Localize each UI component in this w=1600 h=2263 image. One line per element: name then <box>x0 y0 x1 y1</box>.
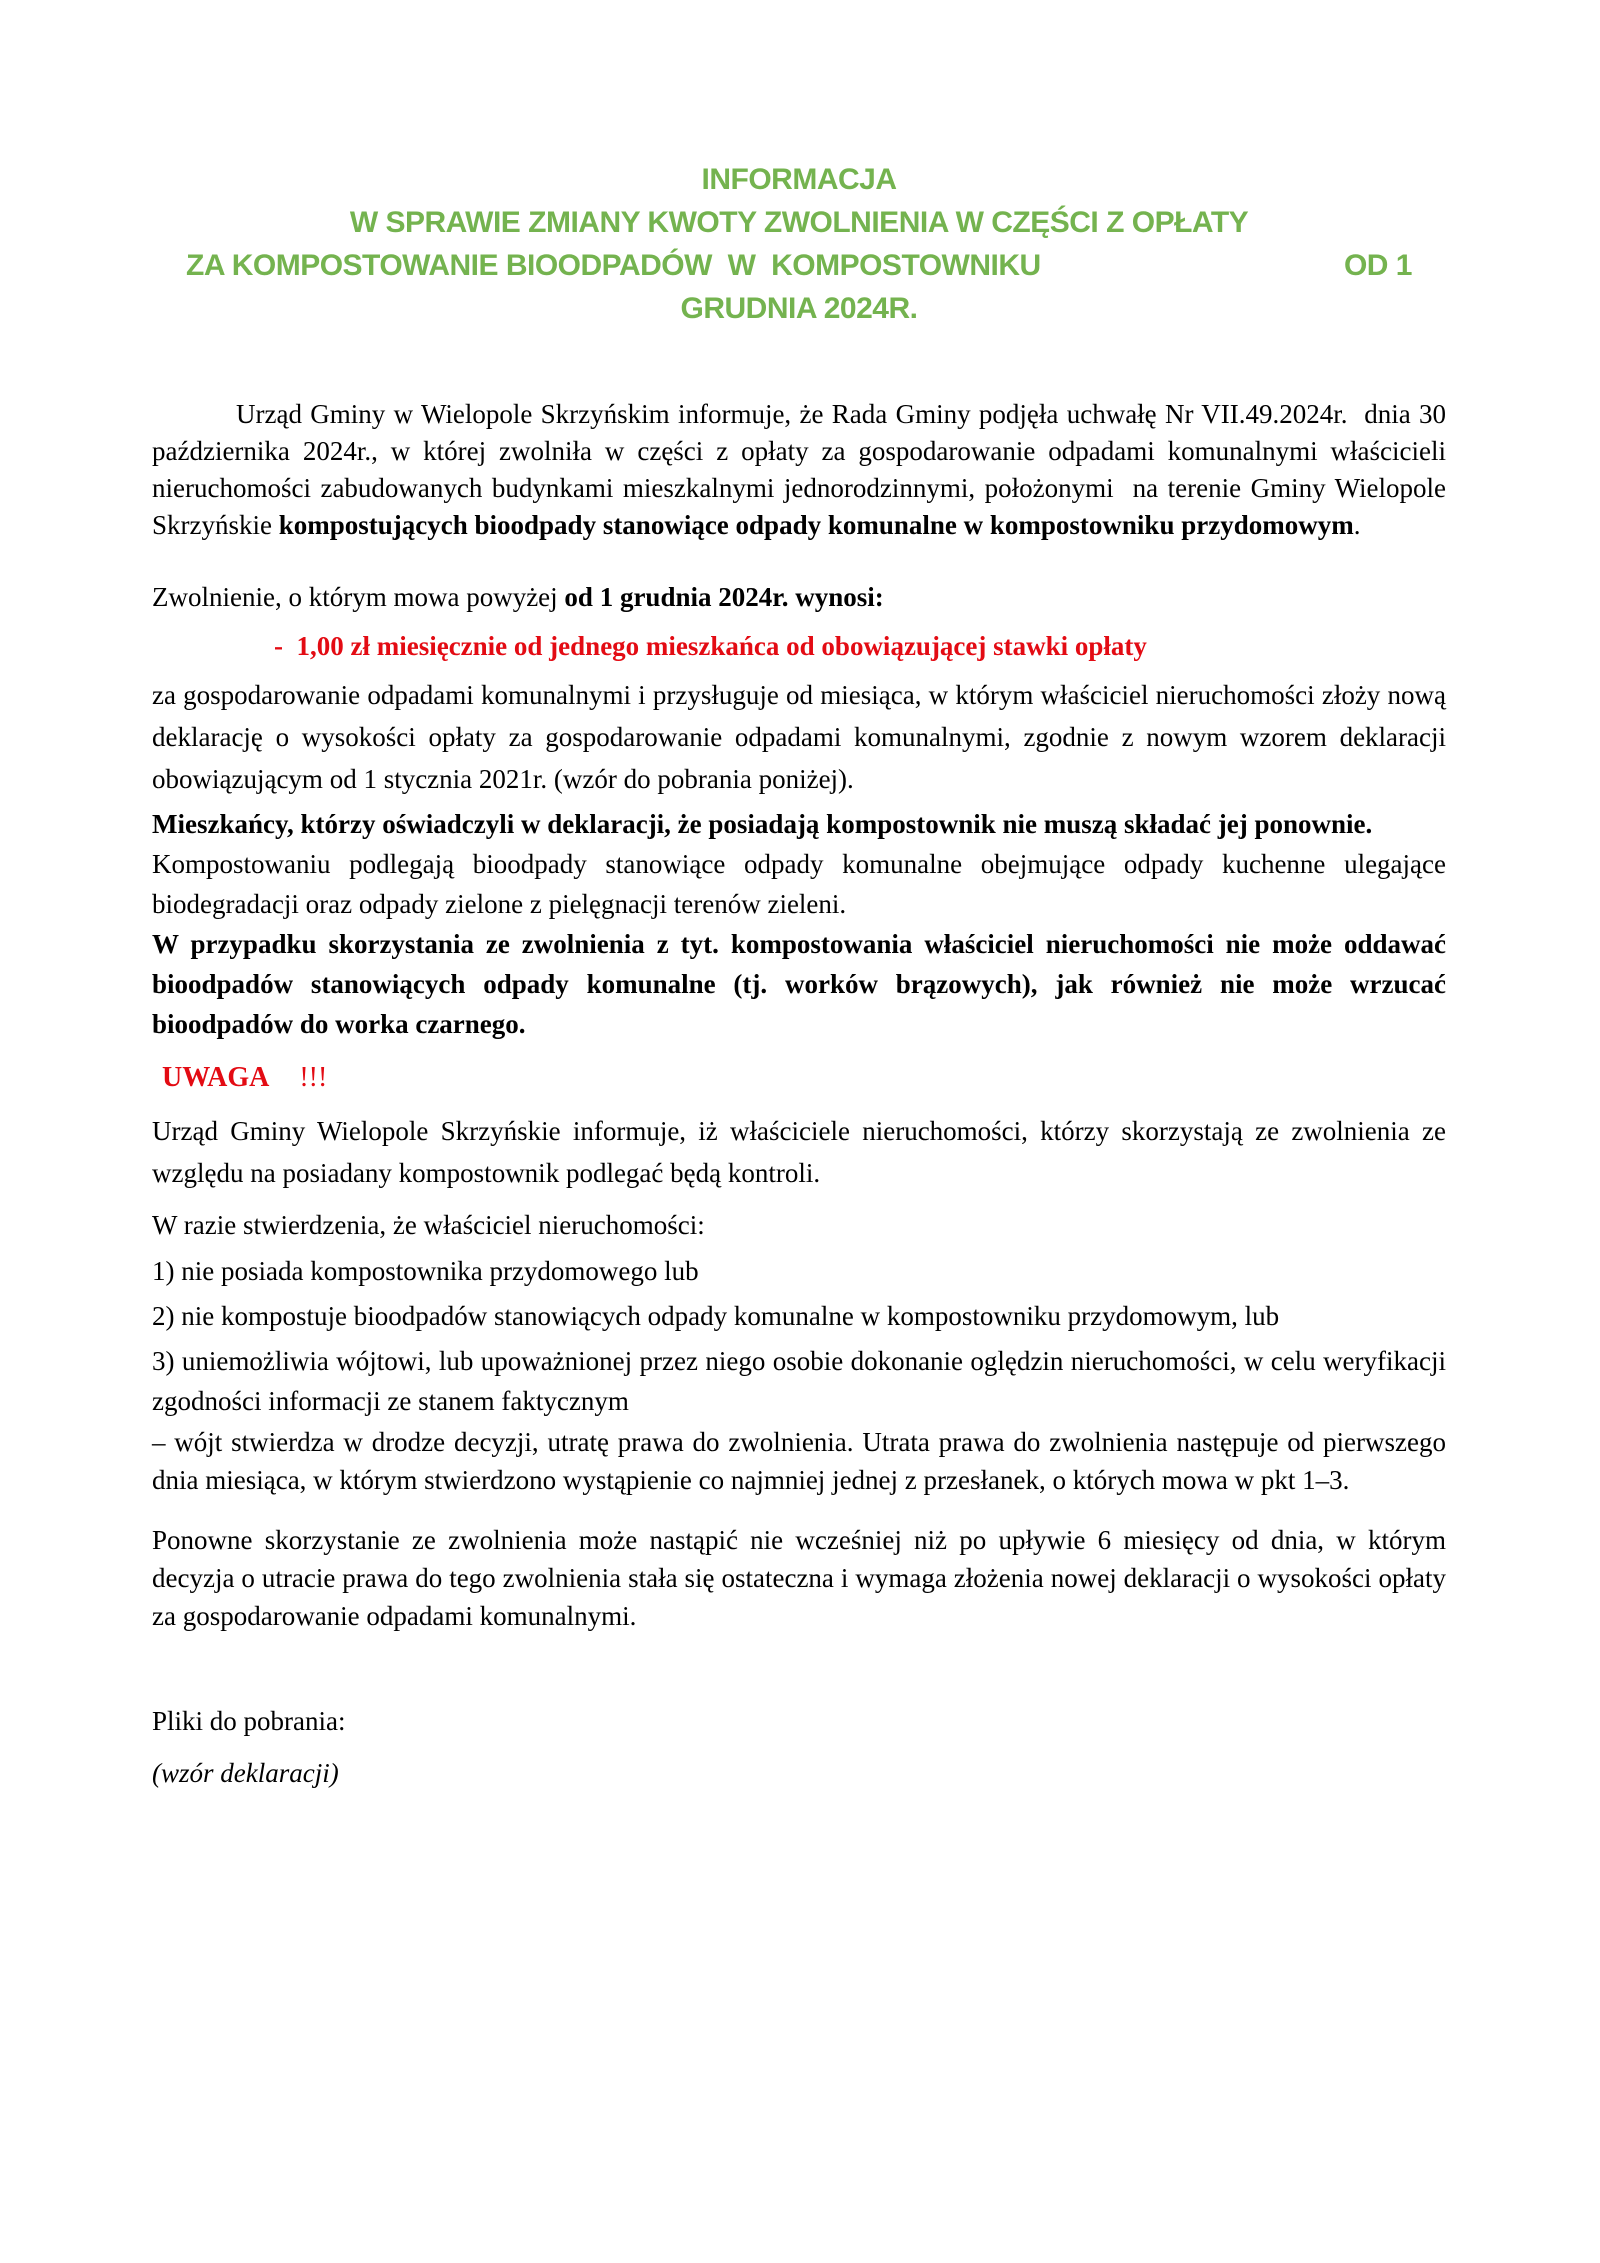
conditions-intro: W razie stwierdzenia, że właściciel nieruchomości: <box>152 1210 705 1240</box>
control-notice: Urząd Gminy Wielopole Skrzyńskie informuje, iż właściciele nieruchomości, którzy skorzystają ze zwolnienia ze względu na posiadany kompostownik podlegać będą kontroli. <box>152 1116 1446 1188</box>
intro-bold-text: kompostujących bioodpady stanowiące odpady komunalne w kompostowniku przydomowym <box>278 510 1354 540</box>
exemption-continuation: za gospodarowanie odpadami komunalnymi i przysługuje od miesiąca, w którym właściciel nieruchomości złoży nową deklarację o wysokości opłaty za gospodarowanie odpadami komunalnymi, zgodnie z nowym wzorem deklaracji obowiązującym od 1 stycznia 2021r. (wzór do pobrania poniżej). <box>152 680 1446 794</box>
exemption-lead-text: Zwolnienie, o którym mowa powyżej <box>152 582 565 612</box>
composting-scope: Kompostowaniu podlegają bioodpady stanowiące odpady komunalne obejmujące odpady kuchenne ulegające biodegradacji oraz odpady zielone z pielęgnacji terenów zieleni. <box>152 849 1446 919</box>
intro-paragraph <box>152 396 1453 544</box>
warning-line <box>152 1058 1446 1098</box>
document-title <box>152 158 1446 330</box>
title-line-3-right: OD 1 <box>1343 249 1412 282</box>
title-line-3 <box>152 244 1446 287</box>
condition-item-2: 2) nie kompostuje bioodpadów stanowiących odpady komunalne w kompostowniku przydomowym, lub <box>152 1301 1280 1331</box>
title-line-2: W SPRAWIE ZMIANY KWOTY ZWOLNIENIA W CZĘŚCI Z OPŁATY <box>349 206 1249 239</box>
title-line-3-left: ZA KOMPOSTOWANIE BIOODPADÓW W KOMPOSTOWNIKU <box>186 249 1041 282</box>
title-line-4: GRUDNIA 2024R. <box>680 292 918 325</box>
downloads-heading: Pliki do pobrania: <box>152 1706 346 1736</box>
title-line-1: INFORMACJA <box>701 163 897 196</box>
download-item-declaration-template[interactable]: (wzór deklaracji) <box>152 1758 339 1788</box>
condition-item-1: 1) nie posiada kompostownika przydomowego lub <box>152 1256 699 1286</box>
condition-item-3: 3) uniemożliwia wójtowi, lub upoważnionej przez niego osobie dokonanie oględzin nieruchomości, w celu weryfikacji zgodności informacji ze stanem faktycznym <box>152 1346 1446 1416</box>
warning-label: UWAGA <box>162 1062 270 1093</box>
decision-paragraph: – wójt stwierdza w drodze decyzji, utratę prawa do zwolnienia. Utrata prawa do zwolnienia następuje od pierwszego dnia miesiąca, w którym stwierdzono wystąpienie co najmniej jednej z przesłanek, o których mowa w pkt 1–3. <box>152 1427 1446 1495</box>
intro-period: . <box>1353 510 1361 540</box>
exemption-lead-bold: od 1 grudnia 2024r. wynosi: <box>564 582 884 612</box>
conditions-list <box>152 1251 1446 1421</box>
exemption-lead <box>152 576 1446 618</box>
restriction-paragraph: W przypadku skorzystania ze zwolnienia z tyt. kompostowania właściciel nieruchomości nie może oddawać bioodpadów stanowiących odpady komunalne (tj. worków brązowych), jak również nie może wrzucać bioodpadów do worka czarnego. <box>152 929 1446 1039</box>
reapply-paragraph: Ponowne skorzystanie ze zwolnienia może nastąpić nie wcześniej niż po upływie 6 miesięcy od dnia, w którym decyzja o utracie prawa do tego zwolnienia stała się ostateczna i wymaga złożenia nowej deklaracji o wysokości opłaty za gospodarowanie odpadami komunalnymi. <box>152 1525 1446 1631</box>
intro-text: Urząd Gminy w Wielopole Skrzyńskim informuje, że Rada Gminy podjęła uchwałę Nr VII.49.2024r. dnia 30 października 2024r., w której zwolniła w części z opłaty za gospodarowanie odpadami komunalnymi właścicieli nieruchomości zabudowanych budynkami mieszkalnymi jednorodzinnymi, położonymi na terenie Gminy Wielopole Skrzyńskie <box>152 399 1453 540</box>
exemption-amount: - 1,00 zł miesięcznie od jednego mieszkańca od obowiązującej stawki opłaty <box>274 631 1147 661</box>
warning-exclamations: !!! <box>299 1062 328 1093</box>
residents-note: Mieszkańcy, którzy oświadczyli w deklaracji, że posiadają kompostownik nie muszą składać jej ponownie. <box>152 809 1373 839</box>
